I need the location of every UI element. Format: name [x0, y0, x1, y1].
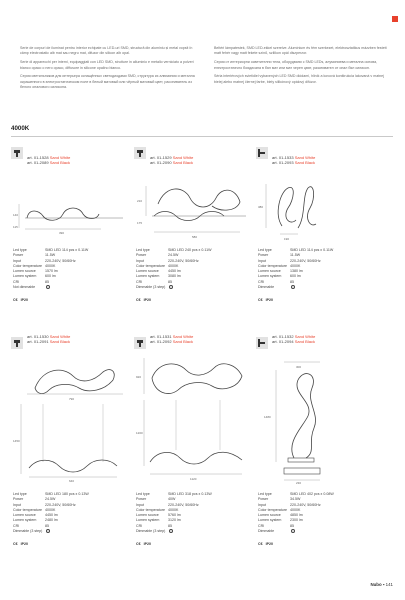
spec-value: SMD LED 402 pcs x 0.08W — [290, 492, 334, 496]
dimension-width: 390 — [59, 231, 65, 235]
spec-value: 2300 lm — [290, 518, 303, 523]
spec-label: Led type — [13, 492, 27, 496]
dimension-width: 1120 — [190, 477, 197, 481]
spec-label: Color temperature — [258, 507, 287, 512]
spec-value: 220-240V, 50/60Hz — [45, 258, 76, 263]
spec-value: 3080 lm — [168, 274, 181, 279]
ceiling-mount-icon — [134, 147, 146, 159]
spec-value: 4000K — [168, 507, 179, 512]
spec-label: Power — [13, 253, 24, 258]
certification-marks — [13, 542, 31, 546]
dimension-width: 190 — [284, 237, 290, 241]
spec-label: Lumen source — [136, 269, 159, 273]
spec-value: 85 — [290, 279, 294, 284]
spec-label: Power — [136, 253, 147, 258]
article-finish: Sand White — [294, 155, 316, 160]
technical-drawing — [258, 358, 378, 484]
dimmable-label: Dimmable (3 step) — [136, 528, 166, 533]
spec-label: Power — [13, 497, 24, 502]
ce-mark-icon: C€ — [136, 542, 141, 546]
spec-value: 1380 lm — [290, 269, 303, 273]
spec-value: 220-240V, 50/60Hz — [45, 502, 76, 507]
spec-label: Lumen system — [13, 274, 37, 279]
ip-rating: IP20 — [143, 542, 152, 546]
spec-value: 4000K — [168, 263, 179, 268]
dimension-height: 380 — [258, 205, 264, 209]
intro-bg: Серия от интериорни осветителни тела, оборудвани с SMD LEDs, алуминиева и метална основа, електростатично боядисана в бял мат или мат черен цвят, разсеивател от опал бял силикон. — [214, 60, 378, 70]
spec-label: Color temperature — [258, 263, 287, 268]
certification-marks — [258, 298, 276, 302]
article-finish: Sand Black — [49, 160, 70, 166]
spec-value: SMD LED 114 pcs x 0.11W — [45, 248, 89, 252]
spec-label: Lumen source — [258, 269, 281, 273]
ip-rating: IP20 — [20, 542, 29, 546]
spec-table — [258, 492, 370, 534]
ce-mark-icon: C€ — [13, 542, 18, 546]
spec-label: CRI — [13, 523, 20, 528]
spec-value: 40W — [168, 497, 176, 502]
article-finish: Sand White — [49, 334, 71, 339]
article-numbers — [150, 334, 193, 344]
spec-value: 85 — [168, 279, 172, 284]
spec-value: SMD LED 318 pcs x 0.13W — [168, 492, 212, 496]
spec-label: Led type — [136, 492, 150, 496]
dimension-depth: 640 — [69, 479, 75, 482]
dimension-height: 1480 — [264, 415, 271, 419]
spec-table — [136, 492, 248, 534]
spec-label: Lumen system — [13, 518, 37, 523]
dimension-height: 1200 — [136, 431, 143, 435]
spec-value: 5760 lm — [168, 513, 181, 517]
technical-drawing — [13, 354, 133, 482]
certification-marks — [13, 298, 31, 302]
dimension-depth: 210 — [137, 199, 143, 203]
spec-label: Color temperature — [136, 507, 165, 512]
spec-table — [13, 492, 125, 534]
spec-label: CRI — [13, 279, 20, 284]
spec-label: Led type — [258, 248, 272, 252]
article-finish: Sand Black — [294, 160, 315, 166]
article-finish: Sand White — [172, 334, 194, 339]
wall-mount-icon — [256, 147, 268, 159]
dimension-depth: 920 — [136, 375, 142, 379]
ip-rating: IP20 — [265, 298, 274, 302]
spec-label: Input — [258, 258, 266, 263]
spec-label: Lumen source — [136, 513, 159, 517]
spec-value: 220-240V, 50/60Hz — [290, 258, 321, 263]
spec-value: 4450 lm — [45, 513, 58, 517]
spec-label: Lumen system — [136, 274, 160, 279]
ceiling-mount-icon — [11, 337, 23, 349]
dimension-height: 1450 — [13, 439, 20, 443]
spec-label: CRI — [136, 279, 143, 284]
certification-marks — [136, 542, 154, 546]
article-numbers — [27, 155, 70, 165]
spec-value: 4000K — [290, 507, 301, 512]
dimmer-icon — [46, 529, 50, 533]
spec-value: 4450 lm — [168, 269, 181, 273]
spec-label: Power — [136, 497, 147, 502]
article-numbers — [150, 155, 193, 165]
intro-sk: Séria interiérových svietidiel vybavených LED SMD diódami, hliník a kovová konštrukcia lakovaná v matnej bielej alebo matnej čiernej farbe, biely silikónový opálový difúzor. — [214, 74, 384, 84]
dimension-width: 580 — [192, 235, 198, 239]
article-numbers — [272, 155, 315, 165]
article-code: art. 01-2093 — [272, 160, 294, 166]
spec-value: 85 — [290, 523, 294, 528]
accent-square — [392, 16, 398, 22]
spec-label: CRI — [258, 523, 265, 528]
spec-value: 1570 lm — [45, 269, 58, 273]
dimmer-icon — [46, 285, 50, 289]
intro-ro: Serie de corpuri de iluminat pentru interior echipate cu LED-uri SMD, structură din aluminiu și metal vopsit în câmp electrostatic alb mat sau negru mat, difuzor din silicon alb opal. — [20, 46, 193, 56]
spec-value: 4000K — [290, 263, 301, 268]
spec-value: 600 lm — [45, 274, 56, 279]
technical-drawing — [136, 176, 256, 240]
ceiling-mount-icon — [134, 337, 146, 349]
article-code: art. 01-2090 — [150, 160, 172, 166]
dimension-depth: 115 — [13, 225, 18, 229]
article-code: art. 01-2089 — [27, 160, 49, 166]
technical-drawing — [136, 354, 256, 482]
article-finish: Sand White — [172, 155, 194, 160]
dimmable-label: Dimmable — [258, 528, 275, 533]
spec-value: 34.5W — [290, 497, 301, 502]
dimmer-icon — [291, 285, 295, 289]
floor-lamp-icon — [256, 337, 268, 349]
dimmable-label: Dimmable — [258, 284, 275, 289]
spec-value: 2480 lm — [45, 518, 58, 523]
article-code: art. 01-1528 — [27, 155, 49, 160]
spec-label: Color temperature — [13, 507, 42, 512]
page-number: 141 — [385, 582, 393, 587]
ip-rating: IP20 — [143, 298, 152, 302]
spec-value: 220-240V, 50/60Hz — [168, 258, 199, 263]
dimension-height: 140 — [13, 213, 19, 217]
spec-value: 220-240V, 50/60Hz — [168, 502, 199, 507]
spec-label: Input — [258, 502, 266, 507]
spec-label: CRI — [258, 279, 265, 284]
dimension-height: 175 — [137, 221, 143, 225]
article-code: art. 01-2091 — [27, 339, 49, 345]
spec-label: Lumen source — [258, 513, 281, 517]
ce-mark-icon: C€ — [136, 298, 141, 302]
footer-brand: Nubo — [370, 582, 382, 587]
ce-mark-icon: C€ — [258, 542, 263, 546]
spec-value: 24.5W — [168, 253, 179, 258]
dimmer-icon — [169, 529, 173, 533]
technical-drawing — [13, 198, 133, 236]
spec-value: 24.5W — [45, 497, 56, 502]
spec-value: SMD LED 180 pcs x 0.13W — [45, 492, 89, 496]
spec-value: 4850 lm — [290, 513, 303, 517]
article-finish: Sand Black — [294, 339, 315, 345]
spec-value: SMD LED 240 pcs x 0.11W — [168, 248, 212, 252]
spec-label: Led type — [136, 248, 150, 252]
technical-drawing — [258, 178, 378, 242]
spec-label: Input — [136, 258, 144, 263]
spec-value: 85 — [45, 523, 49, 528]
spec-label: CRI — [136, 523, 143, 528]
intro-right-column — [214, 46, 390, 89]
spec-label: Lumen system — [136, 518, 160, 523]
spec-label: Power — [258, 253, 269, 258]
spec-value: 600 lm — [290, 274, 301, 279]
spec-value: 11.5W — [45, 253, 56, 258]
spec-label: Power — [258, 497, 269, 502]
spec-value: SMD LED 114 pcs x 0.11W — [290, 248, 334, 252]
ceiling-mount-icon — [11, 147, 23, 159]
spec-table — [13, 248, 125, 290]
footer-separator-icon: ▪ — [382, 582, 386, 587]
article-finish: Sand Black — [49, 339, 70, 345]
dimension-depth: 230 — [296, 481, 302, 484]
spec-value: 4000K — [45, 263, 56, 268]
spec-label: Lumen system — [258, 274, 282, 279]
ce-mark-icon: C€ — [13, 298, 18, 302]
spec-label: Lumen source — [13, 269, 36, 273]
dimension-width: 790 — [69, 397, 75, 401]
intro-it: Serie di apparecchi per interni, equipaggiati con LED SMD, strutture in alluminio e metallo verniciato a polveri bianco opaco o nero opaco, diffusore in silicone opalino bianco. — [20, 60, 194, 70]
spec-value: 85 — [45, 279, 49, 284]
article-numbers — [272, 334, 315, 344]
dimmable-label: Dimmable (3 step) — [136, 284, 166, 289]
certification-marks — [258, 542, 276, 546]
article-finish: Sand Black — [172, 339, 193, 345]
section-title: 4000K — [11, 125, 30, 132]
article-code: art. 01-2094 — [272, 339, 294, 345]
spec-label: Lumen source — [13, 513, 36, 517]
article-finish: Sand White — [49, 155, 71, 160]
spec-value: 3120 lm — [168, 518, 181, 523]
dimmable-label: Dimmable (3 step) — [13, 528, 43, 533]
article-code: art. 01-1531 — [150, 334, 172, 339]
spec-table — [136, 248, 248, 290]
page-footer — [370, 582, 393, 587]
ip-rating: IP20 — [265, 542, 274, 546]
spec-label: Color temperature — [13, 263, 42, 268]
spec-value: 11.5W — [290, 253, 301, 258]
article-numbers — [27, 334, 70, 344]
spec-value: 85 — [168, 523, 172, 528]
spec-table — [258, 248, 370, 290]
spec-label: Led type — [258, 492, 272, 496]
section-divider — [11, 136, 393, 137]
spec-label: Color temperature — [136, 263, 165, 268]
intro-left-column — [20, 46, 196, 94]
dimmer-icon — [169, 285, 173, 289]
article-code: art. 01-1529 — [150, 155, 172, 160]
spec-label: Input — [13, 258, 21, 263]
spec-value: 4000K — [45, 507, 56, 512]
ce-mark-icon: C€ — [258, 298, 263, 302]
dimension-width: 300 — [296, 365, 302, 369]
article-code: art. 01-2092 — [150, 339, 172, 345]
intro-hu: Beltéri lámpatestek, SMD LED-ekkel szerelve. Alumínium és fém szerkezet, elektrosztatikus mázzben festett matt fehér vagy matt fekete színű, szilikon opál diszperzor. — [214, 46, 387, 56]
article-code: art. 01-1533 — [272, 155, 294, 160]
spec-value: 220-240V, 50/60Hz — [290, 502, 321, 507]
article-finish: Sand White — [294, 334, 316, 339]
article-finish: Sand Black — [172, 160, 193, 166]
article-code: art. 01-1530 — [27, 334, 49, 339]
ip-rating: IP20 — [20, 298, 29, 302]
certification-marks — [136, 298, 154, 302]
dimmable-label: Not dimmable — [13, 284, 36, 289]
intro-ru: Серия светильников для интерьера оснащённых светодиодами SMD, структура из алюминия и металла окрашенного в электростатическом поле в белый матовый или чёрный матовый цвет, рассеиватель из белого опалового силикона. — [20, 74, 195, 90]
spec-label: Input — [13, 502, 21, 507]
dimmer-icon — [291, 529, 295, 533]
spec-label: Led type — [13, 248, 27, 252]
spec-label: Input — [136, 502, 144, 507]
article-code: art. 01-1532 — [272, 334, 294, 339]
spec-label: Lumen system — [258, 518, 282, 523]
